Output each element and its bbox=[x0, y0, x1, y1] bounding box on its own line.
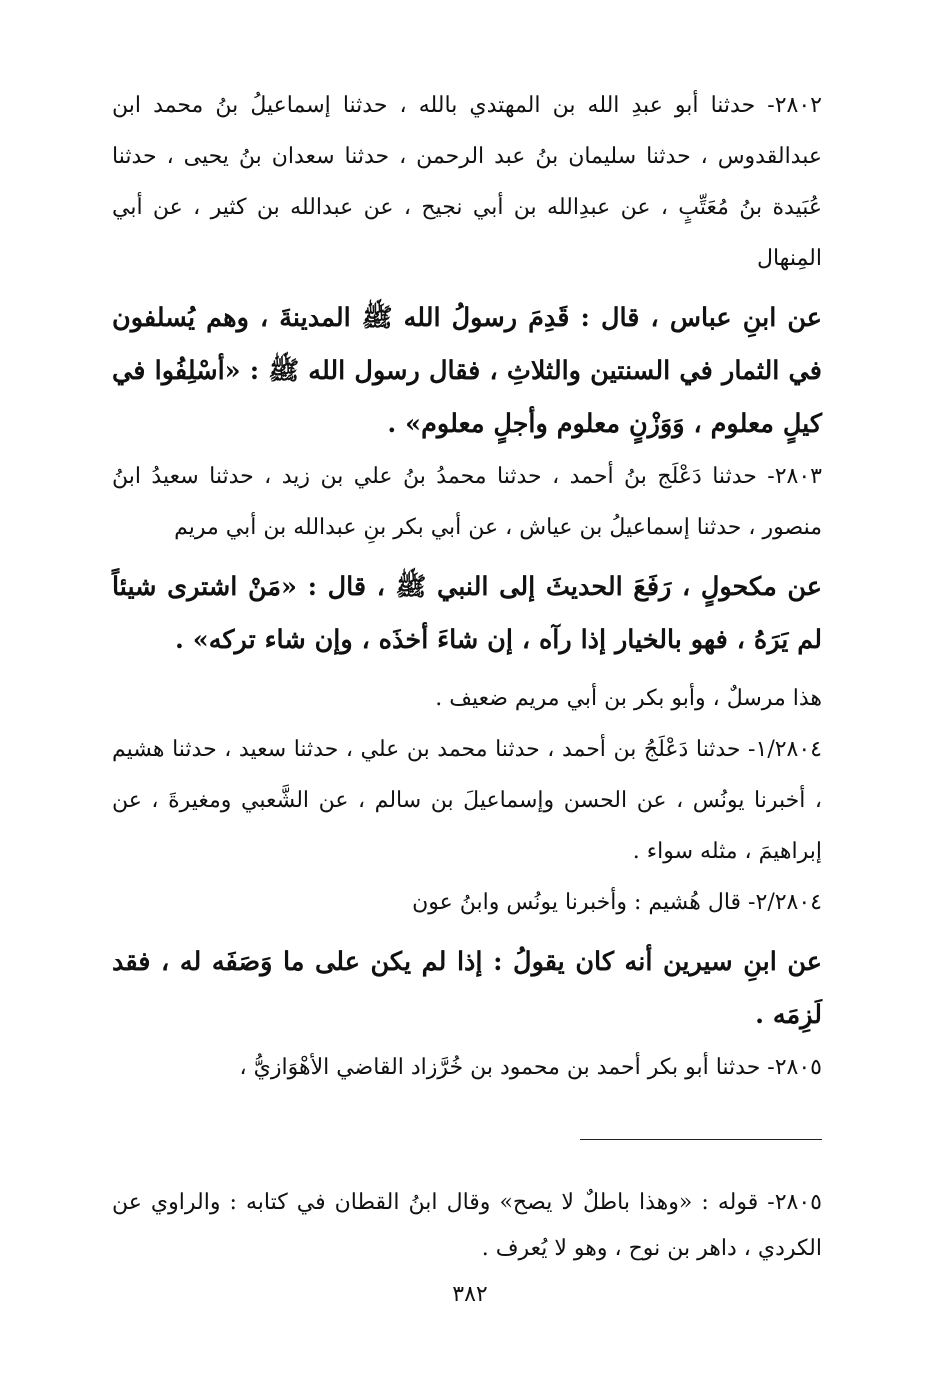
footnote-divider bbox=[580, 1139, 822, 1140]
page-body bbox=[112, 80, 822, 1093]
hadith-2803-grading: هذا مرسلٌ ، وأبو بكر بن أبي مريم ضعيف . bbox=[435, 686, 822, 711]
hadith-2802-text: عن ابنِ عباس ، قال : قَدِمَ رسولُ الله ﷺ المدينةَ ، وهم يُسلفون في الثمار في السنتين والثلاثِ ، فقال رسول الله ﷺ : «أسْلِفُوا في كيلٍ معلوم ، وَوَزْنٍ معلوم وأجلٍ معلوم» . bbox=[112, 303, 822, 439]
hadith-2805-chain: ٢٨٠٥- حدثنا أبو بكر أحمد بن محمود بن خُرَّزاد القاضي الأهْوَازيُّ ، bbox=[239, 1055, 822, 1080]
footnote: ٢٨٠٥- قوله : «وهذا باطلٌ لا يصح» وقال ابنُ القطان في كتابه : والراوي عن الكردي ، داهر بن نوح ، وهو لا يُعرف . bbox=[112, 1190, 822, 1261]
hadith-2803-text: عن مكحولٍ ، رَفَعَ الحديثَ إلى النبي ﷺ ، قال : «مَنْ اشترى شيئاً لم يَرَهُ ، فهو بالخيار إذا رآه ، إن شاءَ أخذَه ، وإن شاء تركه» . bbox=[112, 572, 822, 655]
hadith-2802-chain: ٢٨٠٢- حدثنا أبو عبدِ الله بن المهتدي بالله ، حدثنا إسماعيلُ بنُ محمد ابن عبدالقدوس ، حدثنا سليمان بنُ عبد الرحمن ، حدثنا سعدان بنُ يحيى ، حدثنا عُبَيدة بنُ مُعَتِّبٍ ، عن عبدِالله بن أبي نجيح ، عن عبدالله بن كثير ، عن أبي المِنهال bbox=[112, 93, 822, 271]
page-number: ٣٨٢ bbox=[452, 1282, 488, 1307]
hadith-2804-1-chain: ١/٢٨٠٤- حدثنا دَعْلَجُ بن أحمد ، حدثنا محمد بن علي ، حدثنا سعيد ، حدثنا هشيم ، أخبرنا يونُس ، عن الحسن وإسماعيلَ بن سالم ، عن الشَّعبي ومغيرةَ ، عن إبراهيمَ ، مثله سواء . bbox=[112, 737, 822, 864]
hadith-2803-chain: ٢٨٠٣- حدثنا دَعْلَج بنُ أحمد ، حدثنا محمدُ بنُ علي بن زيد ، حدثنا سعيدُ ابنُ منصور ، حدثنا إسماعيلُ بن عياش ، عن أبي بكر بنِ عبدالله بن أبي مريم bbox=[112, 464, 822, 540]
hadith-2804-2-chain: ٢/٢٨٠٤- قال هُشيم : وأخبرنا يونُس وابنُ عون bbox=[412, 890, 822, 915]
hadith-2804-2-text: عن ابنِ سيرين أنه كان يقولُ : إذا لم يكن على ما وَصَفَه له ، فقد لَزِمَه . bbox=[112, 947, 822, 1030]
